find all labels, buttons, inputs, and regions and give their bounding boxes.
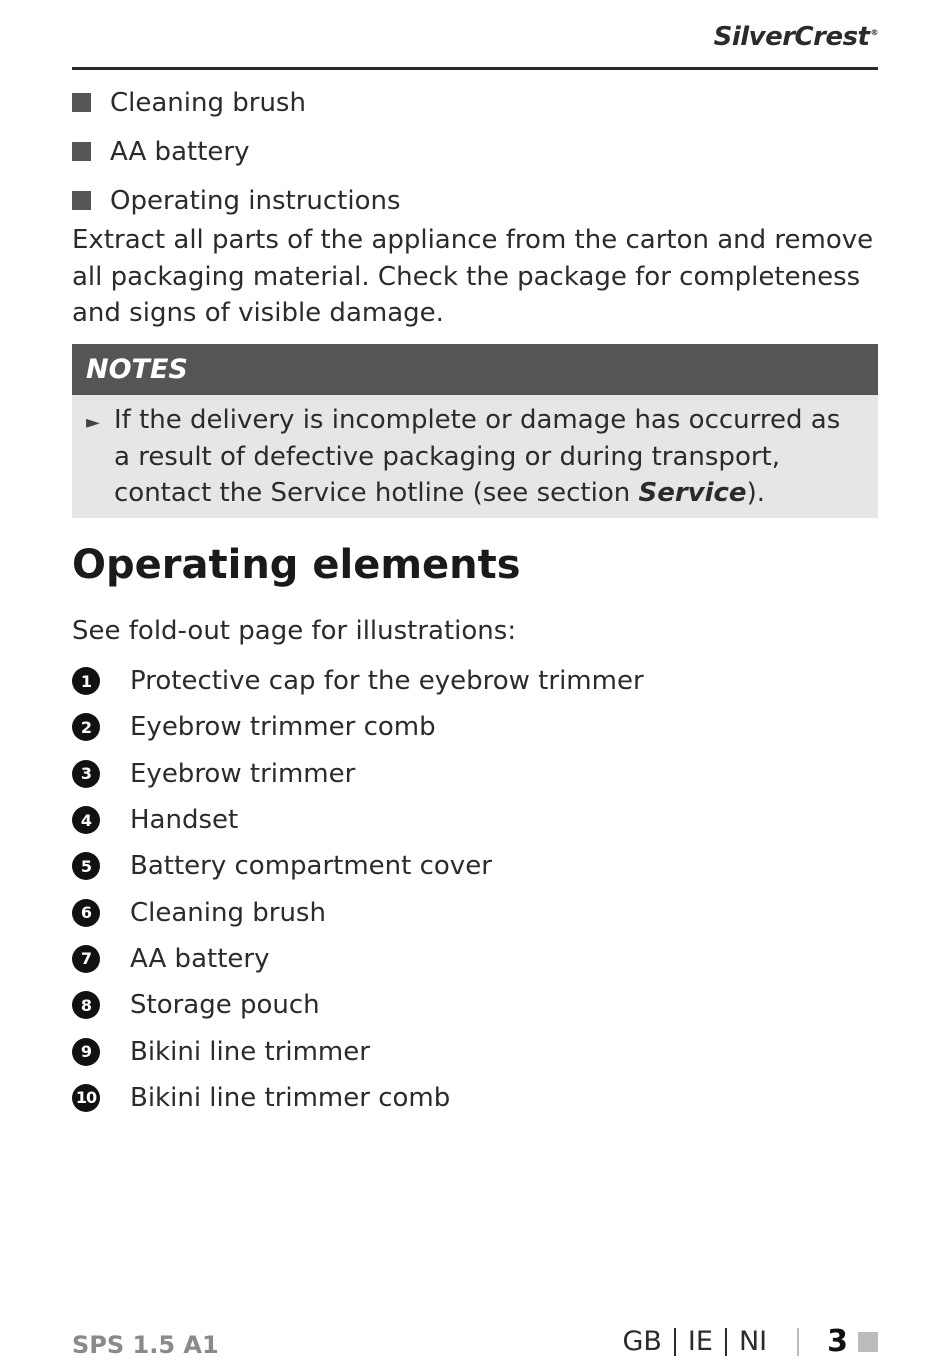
element-label: Battery compartment cover xyxy=(130,851,492,882)
number-badge-icon: 5 xyxy=(72,852,100,880)
square-bullet-icon xyxy=(72,93,91,112)
divider xyxy=(674,1328,676,1356)
divider xyxy=(725,1328,727,1356)
number-badge-icon: 3 xyxy=(72,760,100,788)
element-item xyxy=(72,751,644,797)
number-badge-icon: 2 xyxy=(72,713,100,741)
contents-list xyxy=(72,78,401,225)
element-label: Bikini line trimmer comb xyxy=(130,1082,451,1113)
list-item-label: Cleaning brush xyxy=(110,87,306,118)
notes-text: If the delivery is incomplete or damage has occurred as a result of defective packaging or during transport, contact the Service hotline (see section xyxy=(114,405,841,508)
country-code: GB xyxy=(622,1326,662,1357)
number-badge-icon: 8 xyxy=(72,991,100,1019)
list-item xyxy=(72,176,401,225)
country-code: IE xyxy=(687,1326,713,1357)
brand-logo xyxy=(714,22,878,52)
unpacking-paragraph: Extract all parts of the appliance from the carton and remove all packaging material. Check the package for completeness and signs of visible damage. xyxy=(72,225,874,328)
triangle-right-icon: ► xyxy=(86,412,100,433)
list-item xyxy=(72,127,401,176)
notes-text-end: ). xyxy=(746,478,765,508)
element-label: Protective cap for the eyebrow trimmer xyxy=(130,666,644,697)
element-item xyxy=(72,982,644,1028)
element-item xyxy=(72,704,644,750)
list-item-label: Operating instructions xyxy=(110,185,401,216)
country-code: NI xyxy=(738,1326,768,1357)
header-rule xyxy=(72,67,878,70)
operating-elements-list xyxy=(72,658,644,1121)
brand-name: SilverCrest xyxy=(713,22,870,52)
element-label: Handset xyxy=(130,805,239,836)
element-item xyxy=(72,936,644,982)
element-label: Bikini line trimmer xyxy=(130,1036,370,1067)
element-item xyxy=(72,658,644,704)
notes-box xyxy=(72,344,878,518)
number-badge-icon: 4 xyxy=(72,806,100,834)
element-item xyxy=(72,1028,644,1074)
element-item xyxy=(72,889,644,935)
number-badge-icon: 1 xyxy=(72,667,100,695)
element-label: AA battery xyxy=(130,943,270,974)
element-label: Cleaning brush xyxy=(130,897,326,928)
model-number: SPS 1.5 A1 xyxy=(72,1331,219,1359)
page-number: 3 xyxy=(827,1324,848,1359)
square-marker-icon xyxy=(858,1332,878,1352)
notes-body xyxy=(72,395,878,512)
element-item xyxy=(72,797,644,843)
element-label: Eyebrow trimmer comb xyxy=(130,712,436,743)
element-item xyxy=(72,1075,644,1121)
number-badge-icon: 6 xyxy=(72,899,100,927)
square-bullet-icon xyxy=(72,142,91,161)
number-badge-icon: 7 xyxy=(72,945,100,973)
notes-title: NOTES xyxy=(72,344,878,395)
element-item xyxy=(72,843,644,889)
element-label: Eyebrow trimmer xyxy=(130,758,356,789)
divider xyxy=(797,1328,799,1356)
square-bullet-icon xyxy=(72,191,91,210)
list-item xyxy=(72,78,401,127)
number-badge-icon: 10 xyxy=(72,1084,100,1112)
page-footer xyxy=(622,1324,878,1359)
section-heading: Operating elements xyxy=(72,542,521,588)
notes-service-ref: Service xyxy=(638,478,747,508)
registered-mark: ® xyxy=(870,28,878,38)
section-intro: See fold-out page for illustrations: xyxy=(72,616,517,646)
list-item-label: AA battery xyxy=(110,136,250,167)
element-label: Storage pouch xyxy=(130,990,320,1021)
number-badge-icon: 9 xyxy=(72,1038,100,1066)
